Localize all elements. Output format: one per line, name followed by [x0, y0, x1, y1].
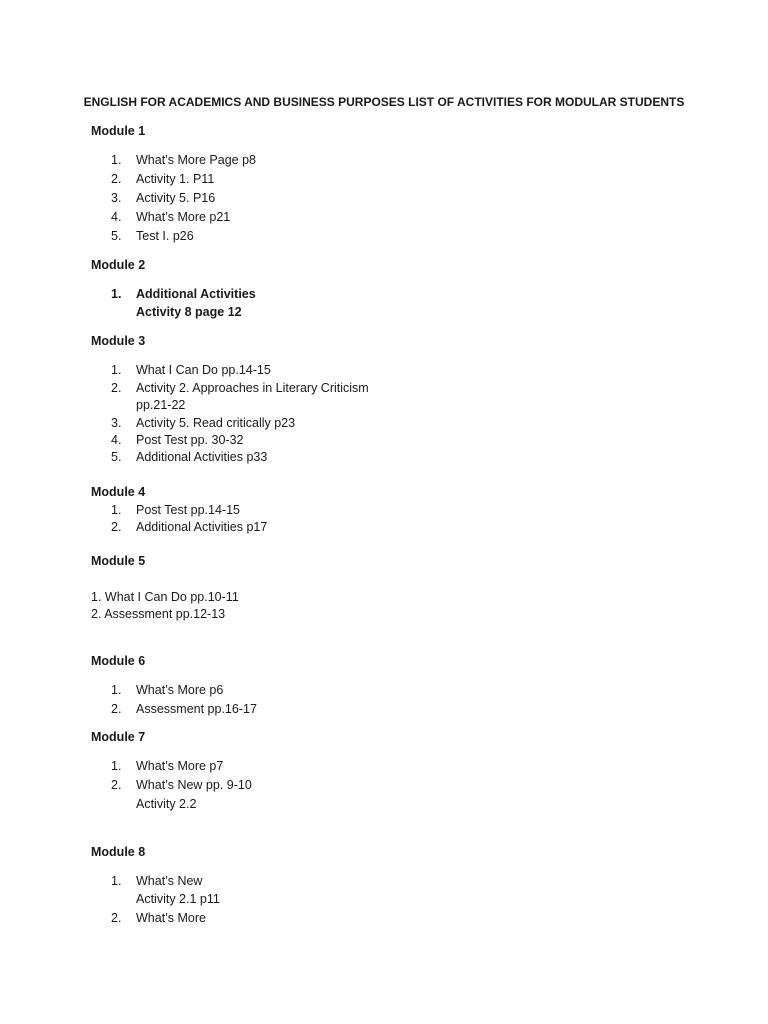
list-item-number: 1.: [111, 363, 122, 377]
list-item-number: 1.: [111, 503, 122, 517]
list-item: What’s More p6: [136, 683, 224, 697]
list-item-number: 2.: [111, 911, 122, 925]
list-item: Additional Activities: [136, 287, 256, 301]
list-item: Activity 5. Read critically p23: [136, 416, 296, 430]
list-item: Activity 2. Approaches in Literary Criticism: [136, 381, 369, 395]
list-item-continuation: Activity 2.1 p11: [136, 892, 220, 906]
list-item: What’s More: [136, 911, 206, 925]
list-item-continuation: Activity 2.2: [136, 797, 197, 811]
list-item: 2. Assessment pp.12-13: [91, 607, 226, 621]
list-item-continuation: pp.21-22: [136, 398, 186, 412]
list-item: What’s New: [136, 874, 203, 888]
list-item-number: 2.: [111, 520, 122, 534]
list-item: Assessment pp.16-17: [136, 702, 257, 716]
list-item-number: 1.: [111, 874, 122, 888]
list-item: Additional Activities p17: [136, 520, 268, 534]
list-item-number: 2.: [111, 381, 122, 395]
module-4-heading: Module 4: [91, 485, 146, 499]
list-item: What’s More p7: [136, 759, 224, 773]
list-item: Post Test pp.14-15: [136, 503, 241, 517]
list-item-number: 5.: [111, 450, 122, 464]
module-8-heading: Module 8: [91, 845, 146, 859]
list-item: What’s More Page p8: [136, 153, 256, 167]
list-item-number: 2.: [111, 172, 122, 186]
list-item-number: 1.: [111, 683, 122, 697]
module-6-heading: Module 6: [91, 654, 146, 668]
list-item: What’s New pp. 9-10: [136, 778, 252, 792]
list-item-number: 2.: [111, 702, 122, 716]
list-item: What’s More p21: [136, 210, 231, 224]
list-item-number: 1.: [111, 759, 122, 773]
document-title: ENGLISH FOR ACADEMICS AND BUSINESS PURPOSES LIST OF ACTIVITIES FOR MODULAR STUDENTS: [83, 95, 685, 109]
list-item-number: 3.: [111, 416, 122, 430]
module-5-heading: Module 5: [91, 554, 146, 568]
list-item: Additional Activities p33: [136, 450, 268, 464]
list-item: Post Test pp. 30-32: [136, 433, 244, 447]
list-item-continuation: Activity 8 page 12: [136, 305, 242, 319]
list-item: 1. What I Can Do pp.10-11: [91, 590, 239, 604]
list-item-number: 2.: [111, 778, 122, 792]
module-7-heading: Module 7: [91, 730, 146, 744]
list-item-number: 5.: [111, 229, 122, 243]
list-item: What I Can Do pp.14-15: [136, 363, 271, 377]
list-item-number: 1.: [111, 153, 122, 167]
list-item: Test I. p26: [136, 229, 194, 243]
list-item-number: 1.: [111, 287, 122, 301]
module-3-heading: Module 3: [91, 334, 146, 348]
list-item-number: 4.: [111, 433, 122, 447]
list-item-number: 3.: [111, 191, 122, 205]
list-item: Activity 5. P16: [136, 191, 216, 205]
list-item: Activity 1. P11: [136, 172, 215, 186]
module-1-heading: Module 1: [91, 124, 146, 138]
list-item-number: 4.: [111, 210, 122, 224]
module-2-heading: Module 2: [91, 258, 146, 272]
